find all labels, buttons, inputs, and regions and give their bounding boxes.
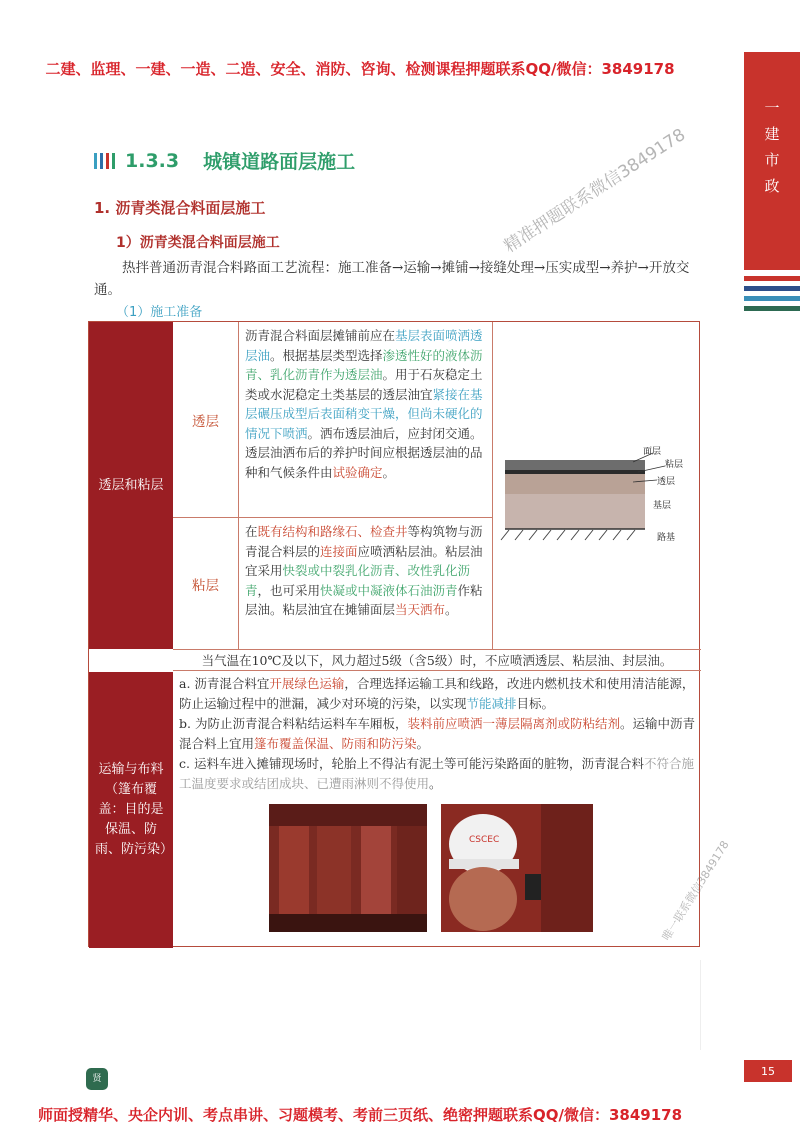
label-base: 基层 [653,501,672,511]
pavement-layers-diagram [493,322,701,648]
logo-text: 贤 [92,1074,102,1084]
truck-bed-image [269,804,427,932]
category-cell-transport: 运输与布料（篷布覆盖：目的是保温、防雨、防污染） [89,672,173,948]
text-run: 。 [382,464,396,480]
side-tab-char: 政 [764,177,780,195]
sub-label-prime: 透层 [173,322,239,517]
transport-item-c [179,754,695,794]
worker-photo [441,804,593,932]
heading-1: 1. 沥青类混合料面层施工 [94,199,266,217]
text-run: 。 [416,736,430,751]
heading-2: 1）沥青类混合料面层施工 [116,235,280,251]
surface-layer [505,460,645,470]
label-surface: 面层 [643,447,662,457]
publisher-logo [86,1068,108,1090]
truck-bed-photo [269,804,427,932]
text-run: ，也可采用 [257,582,321,598]
base-layer [505,494,645,529]
worker-image [441,804,593,932]
text-run: 紧接在基层碾压成型后表面稍变干燥，但尚未硬化的情况下喷洒 [245,386,483,441]
text-run: 。 [445,602,458,617]
text-run: 基层表面喷洒透层油 [245,328,483,363]
transport-item-a [179,674,695,714]
text-run: 。根据基层类型选择 [270,347,383,363]
text-run: 快凝或中凝液体石油沥青 [320,582,458,598]
label-prime: 透层 [657,477,676,487]
text-run: 沥青混合料面层摊铺前应在 [245,328,396,343]
transport-text [173,672,701,796]
intro-paragraph: 热拌普通沥青混合料路面工艺流程：施工准备→运输→摊铺→接缝处理→压实成型→养护→开放交通。 [94,260,690,298]
subgrade-hatch [501,530,635,540]
side-tab-char: 建 [764,125,780,143]
text-run: a. 沥青混合料宜 [179,676,270,691]
prime-coat-text [239,322,493,517]
text-run: 既有结构和路缘石、检查井 [257,524,408,539]
prime-layer [505,474,645,494]
section-bars-icon [94,153,115,169]
side-tab-char: 一 [764,99,780,117]
text-run: 节能减排 [466,696,517,711]
watermark-corner: 唯一联系微信3849178 [659,838,732,943]
text-run: 不符合施工温度要求或结团成块、已遭雨淋则不得使用 [179,756,694,791]
sub-label-tack: 粘层 [173,518,239,649]
label-subgrade: 路基 [657,533,676,543]
content-table [88,321,700,947]
temperature-note: 当气温在10℃及以下，风力超过5级（含5级）时，不应喷洒透层、粘层油、封层油。 [173,649,701,671]
text-run: 。运输中沥青混合料上宜用 [179,716,695,751]
chapter-side-tab [744,52,800,270]
text-run: 装料前应喷洒一薄层隔离剂或防粘结剂 [407,716,620,731]
text-run: 篷布覆盖保温、防雨和防污染 [254,736,417,751]
divider [700,960,701,1050]
watermark-diagonal: 精准押题联系微信3849178 [500,124,690,257]
text-run: 连接面 [320,543,358,559]
tack-coat-text [239,518,493,649]
text-run: 渗透性好的液体沥青、乳化沥青作为透层油 [245,347,483,382]
text-run: 。洒布透层油后，应封闭交通。透层油洒布后的养护时间应根据透层油的品种和气候条件由 [245,425,483,480]
decorative-stripes [744,276,800,316]
section-number: 1.3.3 [125,149,180,172]
text-run: 当天洒布 [395,602,446,617]
heading-3: （1）施工准备 [116,305,203,320]
section-heading [94,147,355,174]
svg-text:CSCEC: CSCEC [469,835,500,845]
text-run: ，合理选择运输工具和线路，改进内燃机技术和使用清洁能源，防止运输过程中的泄漏，减少对环境的污染，以实现 [179,676,695,711]
text-run: 等构筑物与沥青混合料层的 [245,524,483,559]
text-run: 目标。 [516,696,555,711]
text-run: 试验确定 [332,464,383,480]
text-run: c. 运料车进入摊铺现场时，轮胎上不得沾有泥土等可能污染路面的脏物，沥青混合料 [179,756,644,771]
text-run: 。 [429,776,442,791]
category-cell-prime-tack: 透层和粘层 [89,322,173,649]
side-tab-char: 市 [764,151,780,169]
bottom-promo-banner: 师面授精华、央企内训、考点串讲、习题模考、考前三页纸、绝密押题联系QQ/微信：3849178 [37,1106,683,1124]
page-number: 15 [744,1060,792,1082]
transport-item-b [179,714,695,754]
text-run: b. 为防止沥青混合料粘结运料车车厢板， [179,716,408,731]
top-promo-banner: 二建、监理、一建、一造、二造、安全、消防、咨询、检测课程押题联系QQ/微信：3849178 [45,60,675,78]
text-run: 开展绿色运输 [269,676,345,691]
text-run: 在 [245,524,258,539]
text-run: 快裂或中裂乳化沥青、改性乳化沥青 [245,563,471,598]
text-run: 。用于石灰稳定土类或水泥稳定土类基层的透层油宜 [245,367,483,402]
section-title: 城镇道路面层施工 [203,151,356,173]
tack-layer [505,470,645,474]
text-run: 作粘层油。粘层油宜在摊铺面层 [245,582,483,617]
label-tack: 粘层 [665,460,684,470]
text-run: 应喷洒粘层油。粘层油宜采用 [245,543,483,578]
